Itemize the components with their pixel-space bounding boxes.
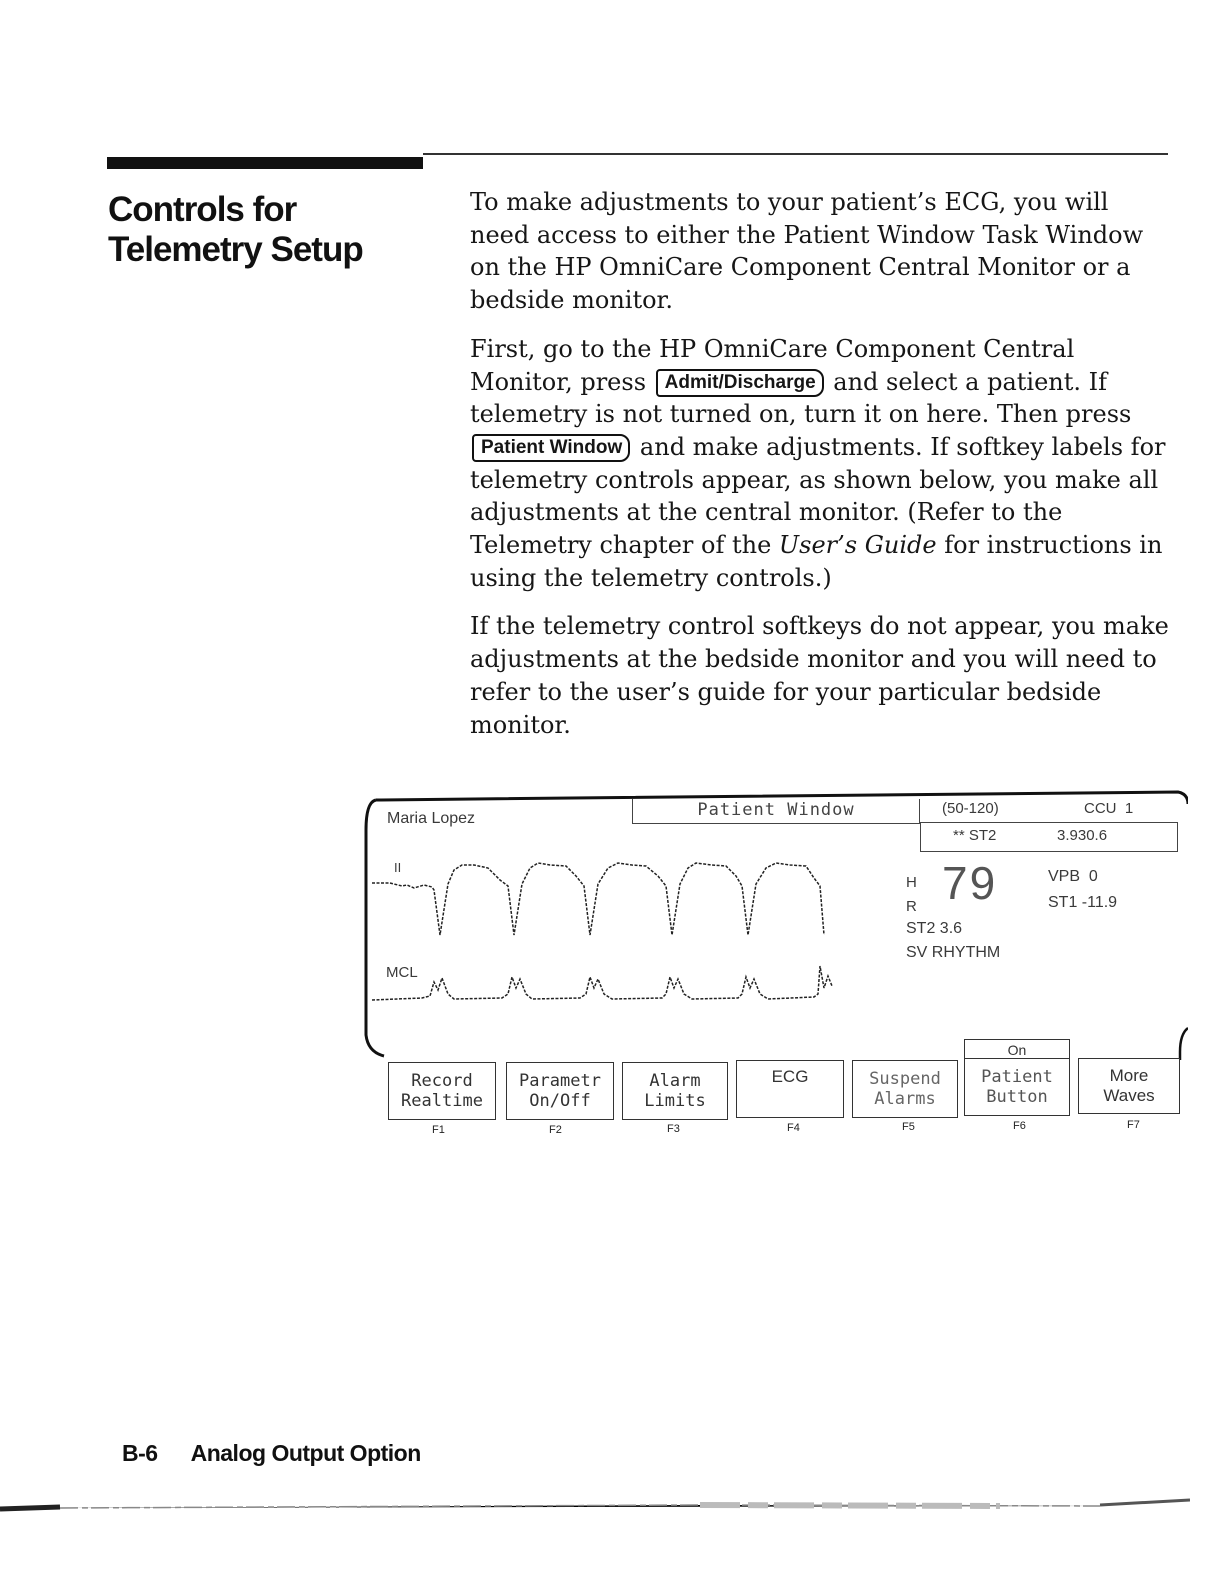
alarm-value: 3.930.6 (1057, 827, 1108, 844)
softkey-label-line-2: On/Off (529, 1091, 591, 1111)
softkey-ecg[interactable] (736, 1060, 844, 1118)
admit-discharge-key: Admit/Discharge (656, 369, 824, 397)
ecg-lead-mcl-trace (372, 966, 832, 1000)
heading-line-2: Telemetry Setup (108, 230, 363, 269)
st2-value: ST2 3.6 (906, 920, 963, 937)
fkey-label-f1: F1 (432, 1124, 445, 1136)
rhythm-label: SV RHYTHM (906, 944, 1001, 961)
softkey-label-line-1: More (1109, 1066, 1149, 1085)
softkey-parametr-on-off[interactable] (506, 1062, 614, 1120)
lead-mcl-label: MCL (386, 964, 418, 981)
paragraph-2-part-c: and make adjustments. If softkey labels for telemetry controls appear, as shown below, you make all adjustments at the central monitor. (Refer to the Telemetry chapter of the (470, 432, 1166, 560)
softkey-label-line-1: ECG (771, 1067, 809, 1086)
softkey-record-realtime[interactable] (388, 1062, 496, 1120)
vpb-value: VPB 0 (1048, 868, 1098, 885)
softkey-label-line-2: Limits (644, 1091, 706, 1111)
alarm-status-box (920, 822, 1178, 852)
patient-name: Maria Lopez (387, 810, 476, 827)
softkey-label-line-1: Record (411, 1071, 473, 1091)
unit-label: CCU 1 (1084, 800, 1134, 817)
heart-rate-value: 79 (942, 857, 998, 909)
bottom-scan-edge (0, 1497, 1190, 1517)
fkey-label-f7: F7 (1127, 1119, 1140, 1131)
alarm-label: ** ST2 (953, 827, 997, 844)
fkey-label-f5: F5 (902, 1121, 915, 1133)
page-footer (122, 1440, 421, 1467)
softkey-label-line-1: Patient (981, 1067, 1053, 1087)
fkey-label-f3: F3 (667, 1123, 680, 1135)
patient-window-key: Patient Window (472, 434, 630, 462)
paragraph-2 (470, 333, 1175, 595)
section-rule-thick (107, 157, 423, 169)
softkey-more-waves[interactable] (1078, 1058, 1180, 1114)
softkey-suspend-alarms[interactable] (852, 1060, 958, 1118)
body-text (470, 186, 1175, 757)
softkey-patient-button[interactable] (964, 1058, 1070, 1116)
monitor-screen-illustration (362, 790, 1188, 1136)
softkey-label-line-1: Suspend (869, 1069, 941, 1089)
fkey-label-f2: F2 (549, 1124, 562, 1136)
patient-window-title: Patient Window (632, 799, 920, 824)
softkey-label-line-2: Realtime (401, 1091, 483, 1111)
page-number: B-6 (122, 1440, 158, 1466)
st1-value: ST1 -11.9 (1048, 894, 1118, 911)
section-rule-thin (423, 153, 1168, 155)
users-guide-title: User’s Guide (778, 531, 937, 560)
fkey-label-f6: F6 (1013, 1120, 1026, 1132)
softkey-label-line-1: Parametr (519, 1071, 601, 1091)
heading-line-1: Controls for (108, 190, 297, 229)
softkey-label-line-2: Alarms (874, 1089, 936, 1109)
heart-rate-h-label: H (906, 874, 917, 891)
paragraph-2-part-d: for instructions in using the telemetry controls.) (470, 531, 1163, 592)
paragraph-2-part-a: First, go to the HP OmniCare Component Central Monitor, press (470, 334, 1075, 396)
section-heading (108, 190, 408, 270)
alarm-range: (50-120) (942, 800, 999, 817)
softkey-label-line-2: Button (986, 1087, 1048, 1107)
softkey-label-line-1: Alarm (649, 1071, 701, 1091)
softkey-alarm-limits[interactable] (622, 1062, 728, 1120)
paragraph-1: To make adjustments to your patient’s ECG, you will need access to either the Patient Window Task Window on the HP OmniCare Component Central Monitor or a bedside monitor. (470, 188, 1144, 315)
fkey-label-f4: F4 (787, 1122, 800, 1134)
softkey-label-line-2: Waves (1103, 1086, 1155, 1105)
ecg-lead-ii-trace (372, 863, 824, 935)
heart-rate-r-label: R (906, 898, 917, 915)
paragraph-2-part-b: and select a patient. If telemetry is not turned on, turn it on here. Then press (470, 367, 1132, 429)
paragraph-3: If the telemetry control softkeys do not appear, you make adjustments at the bedside monitor and you will need to refer to the user’s guide for your particular bedside monitor. (470, 612, 1169, 739)
footer-title: Analog Output Option (190, 1440, 421, 1466)
lead-ii-label: II (394, 860, 402, 875)
on-indicator: On (964, 1039, 1070, 1059)
